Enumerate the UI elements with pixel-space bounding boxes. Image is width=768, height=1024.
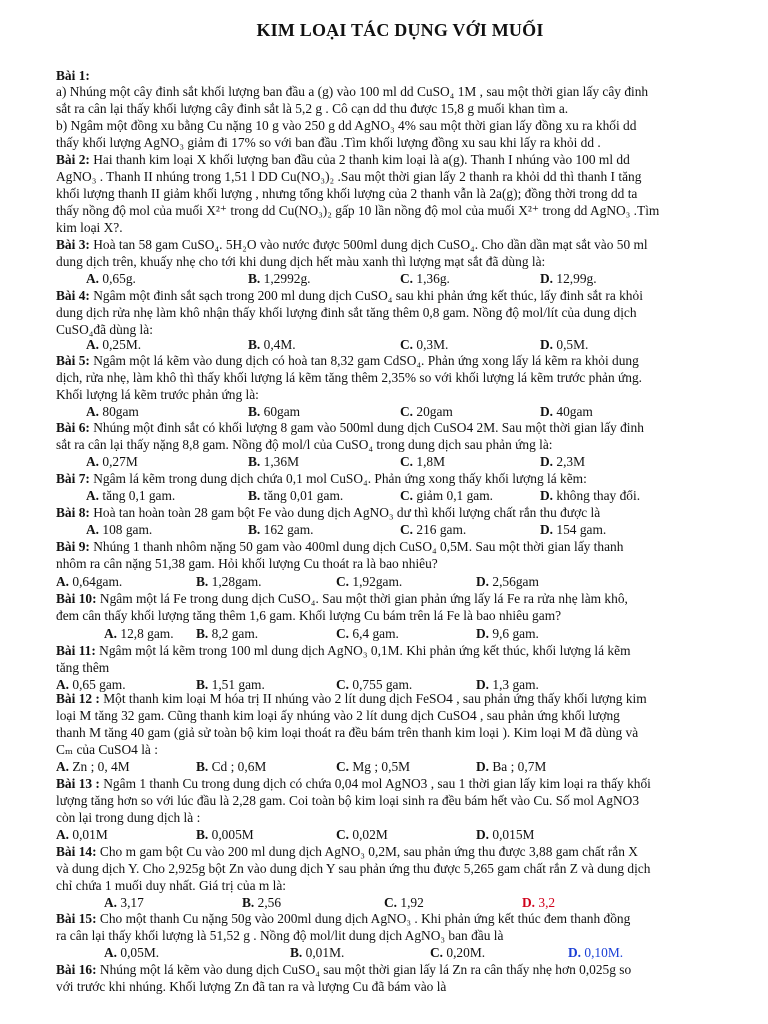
answer-option bbox=[196, 625, 258, 642]
text-line bbox=[56, 369, 746, 386]
problem-label: Bài 16: bbox=[56, 962, 97, 977]
option-value: 0,02M bbox=[349, 827, 388, 842]
problem-label: Bài 14: bbox=[56, 844, 97, 859]
line-text: thanh M tăng 40 gam (giả sử toàn bộ kim loại thoát ra đều bám trên thanh kim loại ). Kim loại M đã dùng và bbox=[56, 725, 639, 740]
answer-option bbox=[56, 573, 122, 590]
option-value: 0,015M bbox=[489, 827, 535, 842]
line-text: dịch, rửa nhẹ, làm khô thì thấy khối lượng lá kẽm tăng thêm 2,35% so với khối lượng lá kẽm trước phản ứng. bbox=[56, 370, 643, 385]
option-key: A. bbox=[104, 895, 118, 910]
line-text: Ngâm lá kẽm trong dung dịch chứa 0,1 mol CuSO₄. Phản ứng xong thấy khối lượng lá kẽm: bbox=[89, 471, 587, 486]
option-value: 0,20M. bbox=[443, 945, 486, 960]
line-text: lượng tăng hơn so với lúc đầu là 2,28 gam. Coi toàn bộ kim loại sinh ra đều bám hết vào Cu. Số mol AgNO3 bbox=[56, 793, 640, 808]
line-text: Một thanh kim loại M hóa trị II nhúng vào 2 lít dung dịch FeSO4 , sau phản ứng thấy khối lượng kim bbox=[99, 691, 647, 706]
problem-label: Bài 9: bbox=[56, 539, 90, 554]
answer-option bbox=[248, 453, 299, 470]
line-text: Ngâm một lá Fe trong dung dịch CuSO₄. Sau một thời gian phản ứng lấy lá Fe ra rửa nhẹ làm khô, bbox=[96, 591, 628, 606]
answer-option bbox=[104, 944, 159, 961]
option-value: 8,2 gam. bbox=[208, 626, 259, 641]
line-text: Hai thanh kim loại X khối lượng ban đầu của 2 thanh kim loại là a(g). Thanh I nhúng vào 100 ml dd bbox=[89, 152, 630, 167]
answer-option bbox=[540, 403, 593, 420]
answer-option bbox=[476, 573, 539, 590]
problem-label: Bài 12 : bbox=[56, 691, 100, 706]
text-line bbox=[56, 910, 746, 927]
option-value: Ba ; 0,7M bbox=[489, 759, 547, 774]
line-text: với trước khi nhúng. Khối lượng Zn đã tan ra và lượng Cu đã bám vào là bbox=[56, 979, 447, 994]
problem-label: Bài 8: bbox=[56, 505, 90, 520]
option-key: D. bbox=[476, 574, 490, 589]
answer-option bbox=[476, 625, 539, 642]
option-key: C. bbox=[400, 522, 414, 537]
line-text: thấy khối lượng AgNO₃ giảm đi 17% so với ban đầu .Tìm khối lượng đồng xu sau khi lấy ra khỏi dd . bbox=[56, 135, 601, 150]
problem-label: Bài 10: bbox=[56, 591, 97, 606]
option-value: 162 gam. bbox=[260, 522, 314, 537]
option-value: 60gam bbox=[260, 404, 301, 419]
option-value: 1,92gam. bbox=[349, 574, 403, 589]
option-value: 9,6 gam. bbox=[489, 626, 539, 641]
option-key: A. bbox=[56, 827, 70, 842]
option-value: 0,01M bbox=[69, 827, 108, 842]
answer-option bbox=[400, 487, 493, 504]
line-text: sắt ra cân lại thấy khối lượng cây đinh sắt là 5,2 g . Cô cạn dd thu được 15,8 g muối khan tìm a. bbox=[56, 101, 569, 116]
answer-option bbox=[86, 403, 139, 420]
option-value: 2,56gam bbox=[489, 574, 539, 589]
answer-option bbox=[384, 894, 424, 911]
text-line bbox=[56, 843, 746, 860]
option-value: 0,005M bbox=[208, 827, 254, 842]
option-key: D. bbox=[476, 626, 490, 641]
problem-label: Bài 7: bbox=[56, 471, 90, 486]
line-text: đem cân thấy khối lượng tăng thêm 1,6 gam. Khối lượng Cu bám trên lá Fe là bao nhiêu gam? bbox=[56, 608, 562, 623]
option-key: A. bbox=[104, 945, 118, 960]
text-line bbox=[56, 117, 746, 134]
answer-option bbox=[86, 453, 138, 470]
answer-option bbox=[290, 944, 344, 961]
option-value: 1,51 gam. bbox=[208, 677, 265, 692]
answer-option bbox=[56, 676, 126, 693]
answer-option bbox=[336, 676, 412, 693]
option-key: B. bbox=[196, 626, 209, 641]
option-key: B. bbox=[248, 522, 261, 537]
line-text: tăng thêm bbox=[56, 660, 110, 675]
answer-option bbox=[540, 270, 597, 287]
option-key: C. bbox=[400, 404, 414, 419]
option-key: C. bbox=[336, 759, 350, 774]
answer-option bbox=[400, 403, 453, 420]
option-key: A. bbox=[86, 271, 100, 286]
option-key: C. bbox=[336, 827, 350, 842]
answer-option bbox=[56, 826, 108, 843]
line-text: dung dịch trên, khuấy nhẹ cho tới khi dung dịch hết màu xanh thì lượng mạt sắt đã dùng là: bbox=[56, 254, 546, 269]
line-text: và dung dịch Y. Cho 2,925g bột Zn vào dung dịch Y sau phản ứng thu được 5,265 gam chất rắn Z và dung dịch bbox=[56, 861, 651, 876]
option-key: B. bbox=[196, 574, 209, 589]
text-line bbox=[56, 504, 746, 521]
option-value: 1,36M bbox=[260, 454, 299, 469]
text-line bbox=[56, 860, 746, 877]
line-text: kim loại X?. bbox=[56, 220, 123, 235]
answer-option bbox=[86, 487, 175, 504]
problem-label: Bài 5: bbox=[56, 353, 90, 368]
option-value: 1,36g. bbox=[413, 271, 450, 286]
line-text: Nhúng 1 thanh nhôm nặng 50 gam vào 400ml dung dịch CuSO₄ 0,5M. Sau một thời gian lấy thanh bbox=[89, 539, 624, 554]
problem-label: Bài 6: bbox=[56, 420, 90, 435]
line-text: sắt ra cân lại thấy nặng 8,8 gam. Nồng độ mol/l của CuSO₄ trong dung dịch sau phản ứng là: bbox=[56, 437, 553, 452]
text-line bbox=[56, 253, 746, 270]
option-value: Cd ; 0,6M bbox=[208, 759, 267, 774]
line-text: CuSO₄đã dùng là: bbox=[56, 322, 153, 337]
line-text: khối lượng thanh II giảm khối lượng , nhưng tổng khối lượng của 2 thanh vẫn là 2a(g); đồng thời trong dd ta bbox=[56, 186, 638, 201]
answer-option bbox=[104, 894, 144, 911]
option-value: 0,05M. bbox=[117, 945, 160, 960]
answer-option bbox=[400, 453, 445, 470]
answer-option bbox=[476, 826, 534, 843]
text-line bbox=[56, 809, 746, 826]
answer-option bbox=[248, 487, 343, 504]
option-key: D. bbox=[540, 404, 554, 419]
line-text: Hoà tan hoàn toàn 28 gam bột Fe vào dung dịch AgNO₃ dư thì khối lượng chất rắn thu được là bbox=[89, 505, 601, 520]
option-value: 216 gam. bbox=[413, 522, 467, 537]
line-text: AgNO₃ . Thanh II nhúng trong 1,51 l DD Cu(NO₃)₂ .Sau một thời gian lấy 2 thanh ra khỏi dd thì thanh I tăng bbox=[56, 169, 642, 184]
text-line bbox=[56, 151, 746, 168]
text-line bbox=[56, 352, 746, 369]
option-key: C. bbox=[430, 945, 444, 960]
text-line bbox=[56, 304, 746, 321]
text-line bbox=[56, 185, 746, 202]
page-title: KIM LOẠI TÁC DỤNG VỚI MUỐI bbox=[256, 20, 544, 40]
option-value: 154 gam. bbox=[553, 522, 607, 537]
answer-option bbox=[522, 894, 555, 911]
line-text: còn lại trong dung dịch là : bbox=[56, 810, 201, 825]
option-key: A. bbox=[86, 488, 100, 503]
line-text: b) Ngâm một đồng xu bằng Cu nặng 10 g vào 250 g dd AgNO₃ 4% sau một thời gian lấy đồng xu ra khối dd bbox=[56, 118, 637, 133]
problem-label: Bài 3: bbox=[56, 237, 90, 252]
text-line bbox=[56, 470, 746, 487]
option-key: A. bbox=[56, 759, 70, 774]
problem-label: Bài 1: bbox=[56, 68, 90, 83]
option-value: 0,4M. bbox=[260, 337, 296, 352]
option-key: B. bbox=[290, 945, 303, 960]
option-key: D. bbox=[540, 271, 554, 286]
text-line bbox=[56, 961, 746, 978]
answer-option bbox=[104, 625, 174, 642]
line-text: Cho m gam bột Cu vào 200 ml dung dịch AgNO₃ 0,2M, sau phản ứng thu được 3,88 gam chất rắn X bbox=[96, 844, 638, 859]
option-key: C. bbox=[384, 895, 398, 910]
line-text: Ngâm một lá kẽm vào dung dịch có hoà tan 8,32 gam CdSO₄. Phản ứng xong lấy lá kẽm ra khỏi dung bbox=[89, 353, 639, 368]
option-key: B. bbox=[248, 488, 261, 503]
option-value: 1,28gam. bbox=[208, 574, 262, 589]
option-value: không thay đổi. bbox=[553, 488, 641, 503]
text-line bbox=[56, 555, 746, 572]
text-line bbox=[56, 590, 746, 607]
option-key: A. bbox=[86, 404, 100, 419]
option-key: D. bbox=[476, 677, 490, 692]
text-line bbox=[56, 642, 746, 659]
option-value: 0,25M. bbox=[99, 337, 142, 352]
option-key: D. bbox=[476, 827, 490, 842]
line-text: Nhúng một lá kẽm vào dung dịch CuSO₄ sau một thời gian lấy lá Zn ra cân thấy nhẹ hơn 0,025g so bbox=[96, 962, 632, 977]
text-line bbox=[56, 219, 746, 236]
problem-label: Bài 13 : bbox=[56, 776, 100, 791]
option-key: C. bbox=[336, 574, 350, 589]
option-value: 0,27M bbox=[99, 454, 138, 469]
option-value: 0,5M. bbox=[553, 337, 589, 352]
option-key: B. bbox=[242, 895, 255, 910]
answer-option bbox=[248, 403, 300, 420]
option-value: tăng 0,1 gam. bbox=[99, 488, 176, 503]
option-key: A. bbox=[86, 522, 100, 537]
option-key: C. bbox=[400, 271, 414, 286]
option-key: C. bbox=[400, 337, 414, 352]
answer-option bbox=[336, 826, 388, 843]
problem-label: Bài 2: bbox=[56, 152, 90, 167]
problem-label: Bài 15: bbox=[56, 911, 97, 926]
answer-option bbox=[196, 826, 254, 843]
text-line bbox=[56, 67, 746, 84]
option-key: C. bbox=[400, 454, 414, 469]
text-line bbox=[56, 419, 746, 436]
answer-option bbox=[400, 336, 448, 353]
answer-option bbox=[242, 894, 281, 911]
option-value: 0,3M. bbox=[413, 337, 449, 352]
text-line bbox=[56, 707, 746, 724]
line-text: thấy nồng độ mol của muối X²⁺ trong dd Cu(NO₃)₂ gấp 10 lần nồng độ mol của muối X²⁺ trong dd AgNO₃ .Tìm bbox=[56, 203, 660, 218]
option-value: 0,755 gam. bbox=[349, 677, 413, 692]
line-text: loại M tăng 32 gam. Cũng thanh kim loại ấy nhúng vào 2 lít dung dịch CuSO4 , sau phản ứng khối lượng bbox=[56, 708, 620, 723]
text-line bbox=[56, 168, 746, 185]
option-key: D. bbox=[540, 454, 554, 469]
option-value: 0,64gam. bbox=[69, 574, 123, 589]
text-line bbox=[56, 134, 746, 151]
option-key: B. bbox=[196, 677, 209, 692]
answer-option bbox=[430, 944, 485, 961]
option-value: Mg ; 0,5M bbox=[349, 759, 411, 774]
line-text: Cₘ của CuSO4 là : bbox=[56, 742, 158, 757]
option-key: B. bbox=[196, 759, 209, 774]
option-key: D. bbox=[568, 945, 582, 960]
option-key: D. bbox=[540, 488, 554, 503]
answer-option bbox=[248, 521, 313, 538]
option-value: 1,8M bbox=[413, 454, 446, 469]
option-value: 108 gam. bbox=[99, 522, 153, 537]
option-value: 20gam bbox=[413, 404, 453, 419]
option-value: 0,01M. bbox=[302, 945, 345, 960]
option-key: C. bbox=[336, 626, 350, 641]
option-key: C. bbox=[400, 488, 414, 503]
answer-option bbox=[196, 573, 261, 590]
option-value: 0,10M. bbox=[581, 945, 624, 960]
option-key: B. bbox=[248, 337, 261, 352]
text-line bbox=[56, 607, 746, 624]
answer-option bbox=[540, 521, 606, 538]
option-value: 2,3M bbox=[553, 454, 586, 469]
line-text: a) Nhúng một cây đinh sắt khối lượng ban đầu a (g) vào 100 ml dd CuSO₄ 1M , sau một thời gian lấy cây đinh bbox=[56, 84, 649, 99]
line-text: ra cân lại thấy khối lượng là 51,52 g . Nồng độ mol/lit dung dịch AgNO₃ ban đầu là bbox=[56, 928, 504, 943]
answer-option bbox=[86, 336, 141, 353]
option-value: 1,3 gam. bbox=[489, 677, 539, 692]
option-value: 6,4 gam. bbox=[349, 626, 399, 641]
option-key: A. bbox=[56, 574, 70, 589]
option-key: B. bbox=[196, 827, 209, 842]
option-value: 0,65g. bbox=[99, 271, 136, 286]
answer-option bbox=[400, 270, 450, 287]
option-value: 2,56 bbox=[254, 895, 282, 910]
option-key: C. bbox=[336, 677, 350, 692]
answer-option bbox=[476, 676, 539, 693]
answer-option bbox=[540, 336, 588, 353]
answer-option bbox=[400, 521, 466, 538]
option-value: 1,92 bbox=[397, 895, 424, 910]
option-value: 40gam bbox=[553, 404, 593, 419]
option-key: B. bbox=[248, 404, 261, 419]
text-line bbox=[56, 659, 746, 676]
answer-option bbox=[568, 944, 623, 961]
problem-label: Bài 11: bbox=[56, 643, 96, 658]
text-line bbox=[56, 202, 746, 219]
text-line bbox=[56, 436, 746, 453]
line-text: Ngâm một lá kẽm trong 100 ml dung dịch AgNO₃ 0,1M. Khi phản ứng kết thúc, khối lượng lá kẽm bbox=[95, 643, 631, 658]
option-value: tăng 0,01 gam. bbox=[260, 488, 344, 503]
option-key: D. bbox=[522, 895, 536, 910]
option-key: B. bbox=[248, 454, 261, 469]
option-value: 12,99g. bbox=[553, 271, 597, 286]
option-value: Zn ; 0, 4M bbox=[69, 759, 130, 774]
answer-option bbox=[248, 270, 311, 287]
answer-option bbox=[86, 270, 136, 287]
answer-option bbox=[56, 758, 130, 775]
text-line bbox=[56, 83, 746, 100]
option-key: A. bbox=[56, 677, 70, 692]
text-line bbox=[56, 724, 746, 741]
answer-option bbox=[540, 487, 640, 504]
answer-option bbox=[336, 758, 410, 775]
answer-option bbox=[248, 336, 296, 353]
answer-option bbox=[476, 758, 546, 775]
text-line bbox=[56, 386, 746, 403]
line-text: Hoà tan 58 gam CuSO₄. 5H₂O vào nước được 500ml dung dịch CuSO₄. Cho dần dần mạt sắt vào 50 ml bbox=[89, 237, 648, 252]
line-text: nhôm ra cân nặng 51,38 gam. Hỏi khối lượng Cu thoát ra là bao nhiêu? bbox=[56, 556, 438, 571]
text-line bbox=[56, 287, 746, 304]
line-text: Khối lượng lá kẽm trước phản ứng là: bbox=[56, 387, 259, 402]
line-text: Nhúng một đinh sắt có khối lượng 8 gam vào 500ml dung dịch CuSO4 2M. Sau một thời gian lấy đinh bbox=[89, 420, 644, 435]
line-text: Cho một thanh Cu nặng 50g vào 200ml dung dịch AgNO₃ . Khi phản ứng kết thúc đem thanh đồng bbox=[96, 911, 631, 926]
option-key: D. bbox=[476, 759, 490, 774]
problem-label: Bài 4: bbox=[56, 288, 90, 303]
text-line bbox=[56, 978, 746, 995]
option-value: 80gam bbox=[99, 404, 139, 419]
text-line bbox=[56, 100, 746, 117]
option-value: 12,8 gam. bbox=[117, 626, 174, 641]
answer-option bbox=[196, 676, 265, 693]
option-value: 0,65 gam. bbox=[69, 677, 126, 692]
line-text: Ngâm một đinh sắt sạch trong 200 ml dung dịch CuSO₄ sau khi phản ứng kết thúc, lấy đinh sắt ra khỏi bbox=[89, 288, 643, 303]
line-text: chỉ chứa 1 muối duy nhất. Giá trị của m là: bbox=[56, 878, 287, 893]
text-line bbox=[56, 775, 746, 792]
text-line bbox=[56, 741, 746, 758]
text-line bbox=[56, 927, 746, 944]
answer-option bbox=[196, 758, 266, 775]
option-key: A. bbox=[104, 626, 118, 641]
option-key: B. bbox=[248, 271, 261, 286]
answer-option bbox=[540, 453, 585, 470]
option-key: D. bbox=[540, 337, 554, 352]
option-value: 3,17 bbox=[117, 895, 144, 910]
line-text: dung dịch rửa nhẹ làm khô nhận thấy khối lượng đinh sắt tăng thêm 0,8 gam. Nồng độ mol/lít của dung dịch bbox=[56, 305, 637, 320]
option-key: A. bbox=[86, 454, 100, 469]
answer-option bbox=[336, 573, 402, 590]
option-key: A. bbox=[86, 337, 100, 352]
answer-option bbox=[336, 625, 399, 642]
text-line bbox=[56, 236, 746, 253]
option-value: giảm 0,1 gam. bbox=[413, 488, 493, 503]
option-value: 3,2 bbox=[535, 895, 556, 910]
text-line bbox=[56, 877, 746, 894]
text-line bbox=[56, 792, 746, 809]
text-line bbox=[56, 538, 746, 555]
line-text: Ngâm 1 thanh Cu trong dung dịch có chứa 0,04 mol AgNO3 , sau 1 thời gian lấy kim loại ra thấy khối bbox=[99, 776, 651, 791]
option-value: 1,2992g. bbox=[260, 271, 311, 286]
answer-option bbox=[86, 521, 152, 538]
option-key: D. bbox=[540, 522, 554, 537]
